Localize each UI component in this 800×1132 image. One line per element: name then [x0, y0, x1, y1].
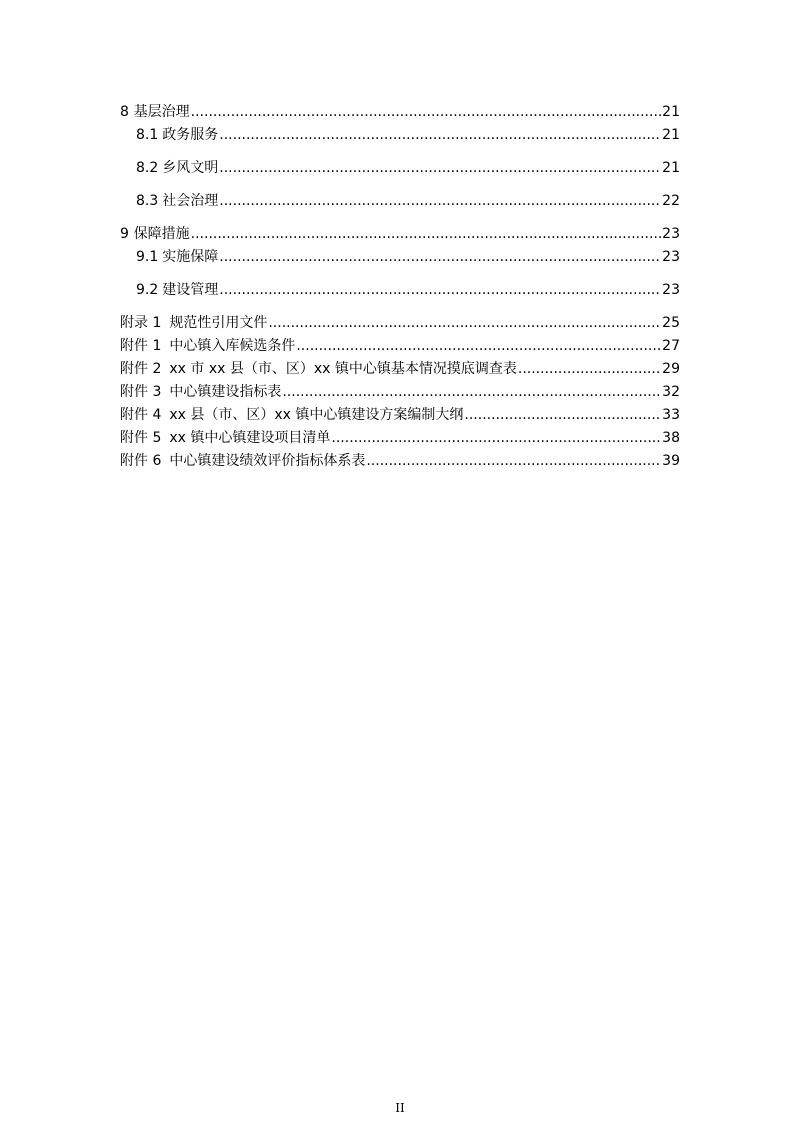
toc-entry-page: 22: [662, 193, 680, 209]
toc-entry[interactable]: [120, 427, 680, 450]
toc-entry-number: 8.1: [136, 127, 159, 143]
toc-entry-page: 21: [662, 160, 680, 176]
toc-entry-title: xx 县（市、区）xx 镇中心镇建设方案编制大纲: [169, 407, 464, 423]
toc-entry[interactable]: [120, 157, 680, 180]
toc-entry[interactable]: [120, 450, 680, 473]
toc-dot-leader: [191, 101, 662, 124]
toc-entry-page: 23: [662, 282, 680, 298]
toc-entry-title: 基层治理: [133, 104, 190, 120]
toc-entry-number: 附件 3: [120, 384, 162, 400]
toc-entry-title: 中心镇入库候选条件: [169, 338, 296, 354]
toc-entry[interactable]: [120, 358, 680, 381]
toc-entry[interactable]: [120, 404, 680, 427]
toc-entry-page: 29: [662, 361, 680, 377]
toc-entry-title: 保障措施: [133, 226, 190, 242]
toc-entry[interactable]: [120, 335, 680, 358]
toc-entry-page: 39: [662, 453, 680, 469]
toc-entry-title: 建设管理: [162, 282, 219, 298]
toc-entry-page: 23: [662, 249, 680, 265]
toc-dot-leader: [219, 190, 661, 213]
toc-entry-page: 25: [662, 315, 680, 331]
toc-entry-number: 附件 1: [120, 338, 162, 354]
toc-entry-number: 附件 6: [120, 453, 162, 469]
toc-entry-number: 8.2: [136, 160, 159, 176]
toc-dot-leader: [219, 246, 661, 269]
toc-entry-title: 乡风文明: [162, 160, 219, 176]
toc-entry[interactable]: [120, 223, 680, 246]
toc-entry-title: 实施保障: [162, 249, 219, 265]
table-of-contents: [120, 101, 680, 473]
toc-entry[interactable]: [120, 279, 680, 302]
toc-dot-leader: [219, 279, 661, 302]
toc-entry-number: 8.3: [136, 193, 159, 209]
toc-entry-number: 9.1: [136, 249, 159, 265]
toc-dot-leader: [464, 404, 661, 427]
toc-entry-title: 中心镇建设绩效评价指标体系表: [169, 453, 366, 469]
toc-entry[interactable]: [120, 246, 680, 269]
toc-entry-page: 21: [662, 104, 680, 120]
toc-dot-leader: [366, 450, 661, 473]
toc-entry-number: 附录 1: [120, 315, 162, 331]
toc-dot-leader: [268, 312, 661, 335]
toc-dot-leader: [191, 223, 662, 246]
toc-entry-number: 附件 4: [120, 407, 162, 423]
toc-entry-title: 中心镇建设指标表: [169, 384, 282, 400]
toc-entry[interactable]: [120, 381, 680, 404]
toc-entry-title: xx 市 xx 县（市、区）xx 镇中心镇基本情况摸底调查表: [169, 361, 517, 377]
toc-entry-page: 23: [662, 226, 680, 242]
toc-dot-leader: [282, 381, 661, 404]
page-number: II: [395, 1101, 405, 1115]
toc-entry-number: 9: [120, 226, 129, 242]
toc-entry[interactable]: [120, 312, 680, 335]
toc-entry-title: 规范性引用文件: [169, 315, 268, 331]
toc-entry[interactable]: [120, 101, 680, 124]
toc-entry[interactable]: [120, 190, 680, 213]
toc-entry-title: xx 镇中心镇建设项目清单: [169, 430, 331, 446]
toc-entry-number: 9.2: [136, 282, 159, 298]
toc-dot-leader: [219, 157, 661, 180]
toc-entry[interactable]: [120, 124, 680, 147]
toc-entry-page: 33: [662, 407, 680, 423]
toc-dot-leader: [331, 427, 661, 450]
toc-entry-number: 附件 2: [120, 361, 162, 377]
toc-dot-leader: [219, 124, 661, 147]
toc-entry-page: 38: [662, 430, 680, 446]
toc-entry-title: 社会治理: [162, 193, 219, 209]
toc-entry-title: 政务服务: [162, 127, 219, 143]
toc-dot-leader: [518, 358, 661, 381]
toc-entry-number: 附件 5: [120, 430, 162, 446]
toc-entry-page: 21: [662, 127, 680, 143]
toc-entry-page: 27: [662, 338, 680, 354]
toc-dot-leader: [296, 335, 661, 358]
toc-entry-page: 32: [662, 384, 680, 400]
toc-entry-number: 8: [120, 104, 129, 120]
